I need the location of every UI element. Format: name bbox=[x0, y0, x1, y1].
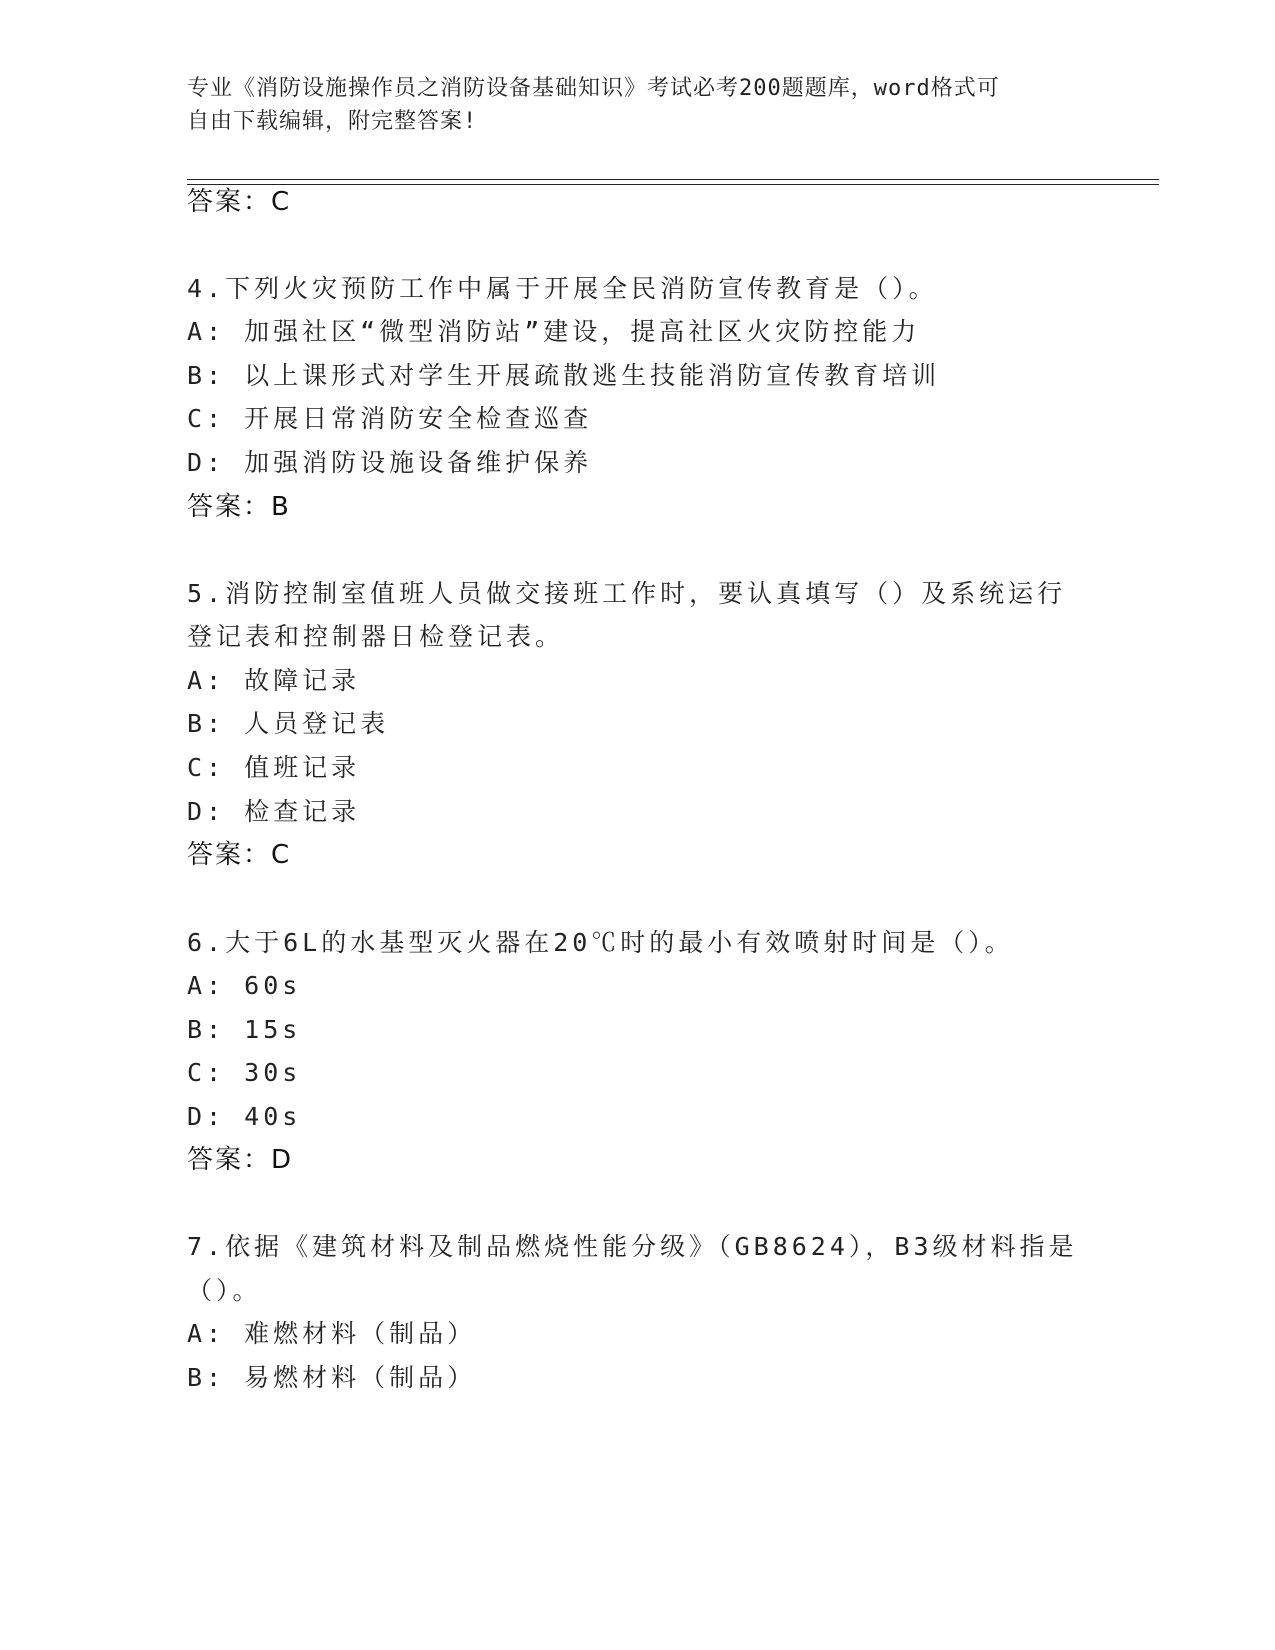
question-5-option-d: D: 检查记录 bbox=[187, 797, 361, 826]
answer-q4: 答案：B bbox=[187, 492, 291, 522]
question-6-option-d: D: 40s bbox=[187, 1102, 302, 1131]
header-divider-bottom bbox=[187, 184, 1159, 185]
question-5-option-a: A: 故障记录 bbox=[187, 666, 361, 695]
question-5-stem-line-1: 5.消防控制室值班人员做交接班工作时，要认真填写（）及系统运行 bbox=[187, 579, 1067, 608]
question-7-stem-line-1: 7.依据《建筑材料及制品燃烧性能分级》（GB8624），B3级材料指是 bbox=[187, 1232, 1078, 1261]
question-5-option-b: B: 人员登记表 bbox=[187, 709, 390, 738]
answer-q5: 答案：C bbox=[187, 840, 292, 870]
question-6-option-a: A: 60s bbox=[187, 971, 302, 1000]
question-4-option-d: D: 加强消防设施设备维护保养 bbox=[187, 448, 593, 477]
question-7-stem-line-2: （）。 bbox=[187, 1276, 262, 1305]
answer-q3: 答案：C bbox=[187, 187, 292, 217]
question-7-option-b: B: 易燃材料（制品） bbox=[187, 1363, 477, 1392]
header-line-2: 自由下载编辑，附完整答案! bbox=[187, 109, 478, 134]
header-line-1: 专业《消防设施操作员之消防设备基础知识》考试必考200题题库，word格式可 bbox=[187, 76, 1000, 101]
question-5-stem-line-2: 登记表和控制器日检登记表。 bbox=[187, 622, 565, 651]
header-divider-top bbox=[187, 179, 1159, 180]
question-4-option-b: B: 以上课形式对学生开展疏散逃生技能消防宣传教育培训 bbox=[187, 361, 941, 390]
question-4-stem: 4.下列火灾预防工作中属于开展全民消防宣传教育是（）。 bbox=[187, 274, 938, 303]
question-6-stem: 6.大于6L的水基型灭火器在20℃时的最小有效喷射时间是（）。 bbox=[187, 928, 1014, 957]
question-4-option-a: A: 加强社区“微型消防站”建设，提高社区火灾防控能力 bbox=[187, 317, 921, 346]
answer-q6: 答案：D bbox=[187, 1145, 294, 1175]
question-5-option-c: C: 值班记录 bbox=[187, 753, 361, 782]
question-4-option-c: C: 开展日常消防安全检查巡查 bbox=[187, 404, 593, 433]
question-6-option-c: C: 30s bbox=[187, 1058, 302, 1087]
question-6-option-b: B: 15s bbox=[187, 1015, 302, 1044]
question-7-option-a: A: 难燃材料（制品） bbox=[187, 1319, 477, 1348]
document-header bbox=[187, 72, 1067, 138]
